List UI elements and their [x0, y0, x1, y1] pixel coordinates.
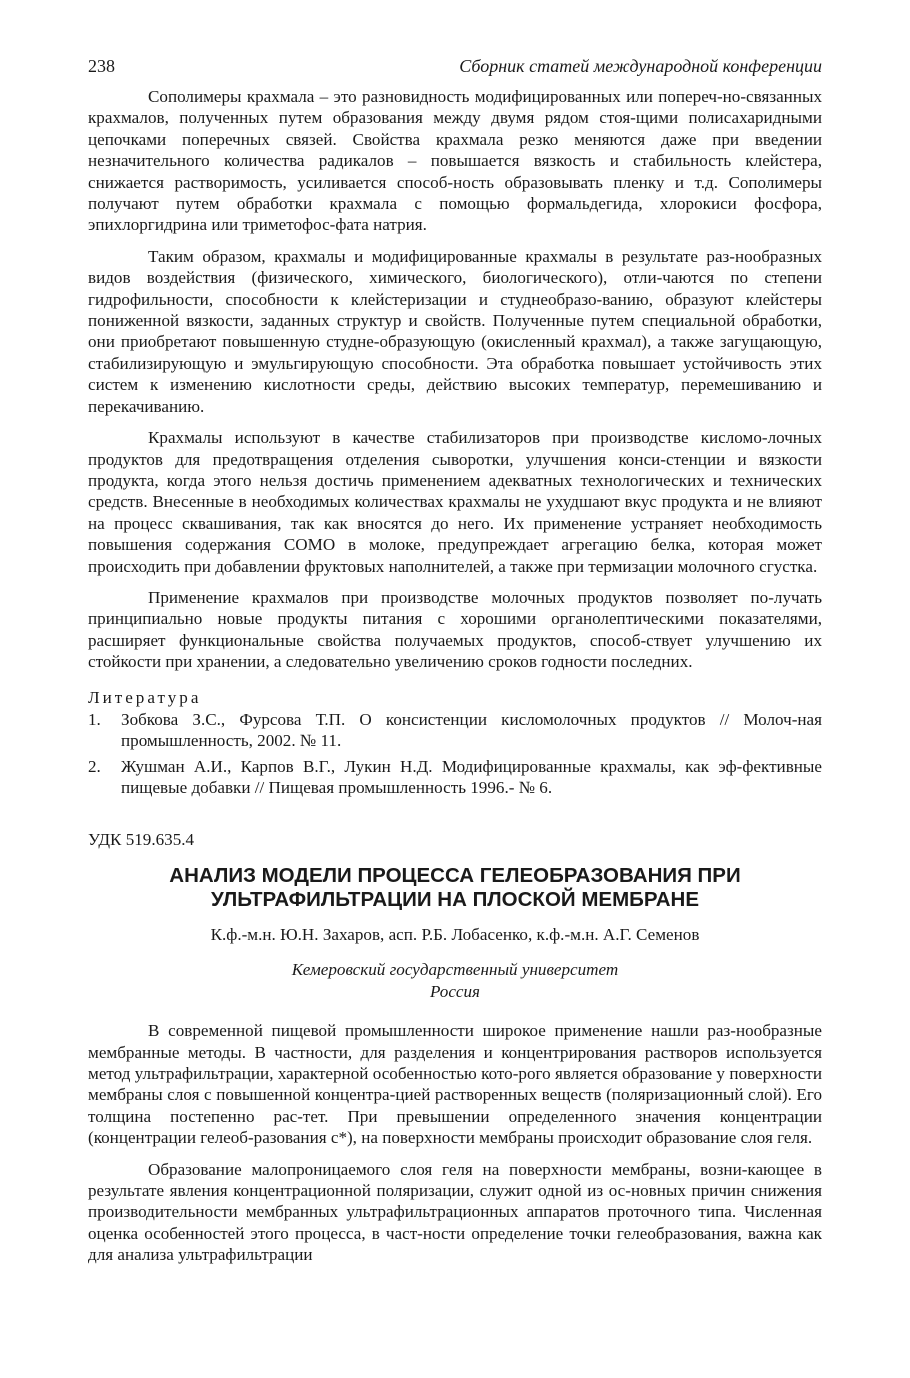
- literature-title: Литература: [88, 687, 202, 707]
- article-title-line: УЛЬТРАФИЛЬТРАЦИИ НА ПЛОСКОЙ МЕМБРАНЕ: [210, 888, 700, 911]
- article-title-line: АНАЛИЗ МОДЕЛИ ПРОЦЕССА ГЕЛЕОБРАЗОВАНИЯ ПРИ: [169, 864, 741, 887]
- paragraph: Применение крахмалов при производстве молочных продуктов позволяет по-лучать принципиально новые продукты питания с хорошими органолептическими показателями, расширяет функциональные свойства получаемых продуктов, способ-ствует улучшению их стойкости при хранении, а следовательно увеличению сроков годности последних.: [88, 587, 822, 672]
- paragraph: Образование малопроницаемого слоя геля на поверхности мембраны, возни-кающее в результате явления концентрационной поляризации, служит одной из ос-новных причин снижения производительности мембранных ультрафильтрационных аппаратов проточного типа. Численная оценка особенностей этого процесса, в част-ности определение точки гелеобразования, важна как для анализа ультрафильтрации: [88, 1159, 822, 1265]
- paragraph: Сополимеры крахмала – это разновидность модифицированных или попереч-но-связанных крахмалов, полученных путем образования между двумя рядом стоя-щими полисахаридными цепочками поперечных связей. Свойства крахмала резко меняются даже при введении незначительного количества радикалов – повышается вязкость и стабильность клейстера, снижается растворимость, усиливается способ-ность образовывать пленку и т.д. Сополимеры получают путем обработки крахмала с помощью формальдегида, хлорокиси фосфора, эпихлоргидрина или триметофос-фата натрия.: [88, 87, 822, 235]
- paragraph: Крахмалы используют в качестве стабилизаторов при производстве кисломо-лочных продуктов для предотвращения отделения сыворотки, улучшения конси-стенции и вязкости продукта, когда этого нельзя достичь применением адекватных технологических и технических средств. Внесенные в необходимых количествах крахмалы не ухудшают вкус продукта и не влияют на процесс сквашивания, так как вносятся до него. Их применение устраняет необходимость повышения содержания СОМО в молоке, предупреждает агрегацию белка, которая может происходить при добавлении фруктовых наполнителей, а также при термизации молочного сгустка.: [88, 428, 822, 576]
- reference-text: Жушман А.И., Карпов В.Г., Лукин Н.Д. Модифицированные крахмалы, как эф-фективные пищевые добавки // Пищевая промышленность 1996.- № 6.: [121, 756, 822, 798]
- page-number: 238: [88, 56, 115, 76]
- reference-number: 2.: [88, 756, 101, 776]
- article-title: [88, 864, 822, 912]
- affiliation-university: Кемеровский государственный университет: [291, 960, 619, 980]
- udk-code: УДК 519.635.4: [88, 829, 195, 849]
- affiliation-country: Россия: [429, 981, 481, 1001]
- authors: К.ф.-м.н. Ю.Н. Захаров, асп. Р.Б. Лобасенко, к.ф.-м.н. А.Г. Семенов: [210, 925, 700, 944]
- reference-item: [88, 709, 822, 752]
- paragraph: Таким образом, крахмалы и модифицированные крахмалы в результате раз-нообразных видов воздействия (физического, химического, биологического), отли-чаются по степени гидрофильности, способности к клейстеризации и студнеобразо-ванию, образуют клейстеры пониженной вязкости, заданных структур и свойств. Полученные путем специальной обработки, они приобретают повышенную студне-образующую (окисленный крахмал), а также загущающую, стабилизирующую и эмульгирующую способности. Эта обработка повышает устойчивость этих систем к изменению кислотности среды, действию высоких температур, перемешиванию и перекачиванию.: [88, 246, 822, 416]
- page-header: [88, 56, 822, 77]
- reference-text: Зобкова З.С., Фурсова Т.П. О консистенции кисломолочных продуктов // Молоч-ная промышленность, 2002. № 11.: [121, 709, 822, 751]
- reference-item: [88, 756, 822, 799]
- affiliation: [88, 959, 822, 1002]
- page-content: [88, 86, 822, 1276]
- reference-number: 1.: [88, 709, 101, 729]
- running-title: Сборник статей международной конференции: [459, 56, 822, 76]
- reference-list: [88, 709, 822, 799]
- paragraph: В современной пищевой промышленности широкое применение нашли раз-нообразные мембранные методы. В частности, для разделения и концентрирования растворов используется метод ультрафильтрации, характерной особенностью кото-рого является образование у поверхности мембраны слоя с повышенной концентра-цией растворенных веществ (поляризационный слой). Его толщина постепенно рас-тет. При превышении определенного значения концентрации (концентрации гелеоб-разования c*), на поверхности мембраны происходит образование слоя геля.: [88, 1021, 822, 1148]
